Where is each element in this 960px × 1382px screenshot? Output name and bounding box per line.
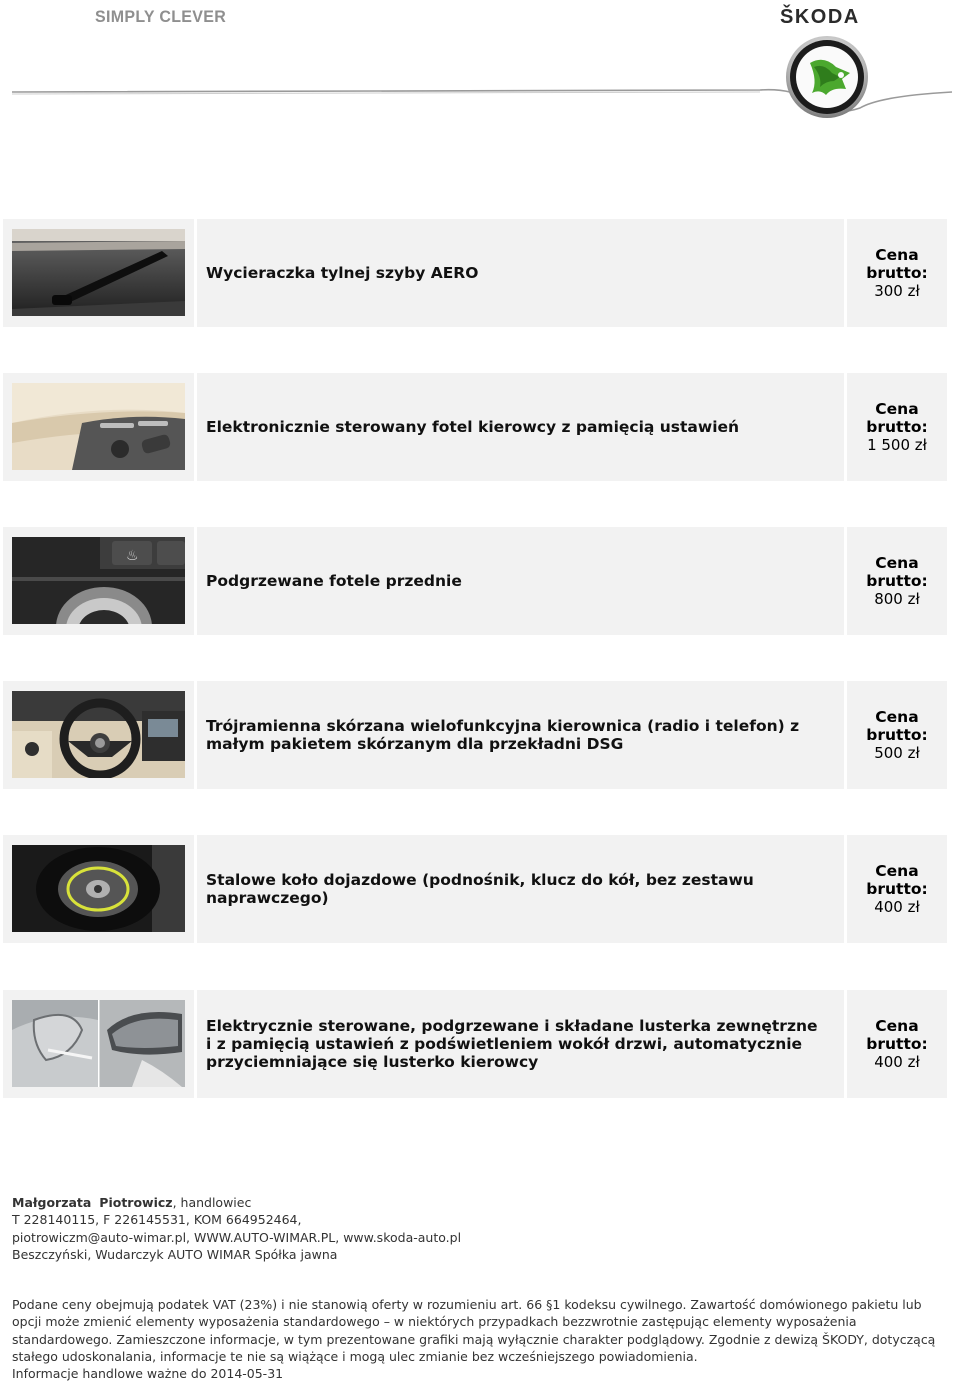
product-description-cell <box>197 990 844 1098</box>
price-value: 1 500 zł <box>867 435 927 454</box>
disclaimer-block <box>12 1296 942 1382</box>
price-label: Cena brutto: <box>866 707 928 744</box>
product-row <box>3 990 947 1098</box>
product-row <box>3 835 947 943</box>
steering-wheel-photo <box>12 691 185 778</box>
contact-last-name: Piotrowicz <box>99 1195 173 1210</box>
product-description-cell <box>197 681 844 789</box>
svg-text:♨: ♨ <box>126 548 139 564</box>
product-description-cell <box>197 527 844 635</box>
price-value: 400 zł <box>874 897 920 916</box>
product-description-cell <box>197 835 844 943</box>
price-value: 500 zł <box>874 743 920 762</box>
heated-seats-knob-photo <box>12 537 185 624</box>
spare-wheel-photo <box>12 845 185 932</box>
product-image-cell <box>3 527 194 635</box>
product-image-cell <box>3 681 194 789</box>
product-description-cell <box>197 373 844 481</box>
price-label: Cena brutto: <box>866 1016 928 1053</box>
price-label: Cena brutto: <box>866 245 928 282</box>
product-name: Wycieraczka tylnej szyby AERO <box>206 264 479 282</box>
price-value: 300 zł <box>874 281 920 300</box>
tagline: SIMPLY CLEVER <box>95 8 227 27</box>
product-row <box>3 681 947 789</box>
product-name: Podgrzewane fotele przednie <box>206 572 462 590</box>
product-row <box>3 219 947 327</box>
contact-web: piotrowiczm@auto-wimar.pl, WWW.AUTO-WIMAR.PL, www.skoda-auto.pl <box>12 1229 462 1245</box>
price-value: 400 zł <box>874 1052 920 1071</box>
rear-wiper-photo <box>12 229 185 316</box>
side-mirrors-photo <box>12 1000 185 1087</box>
brand-wordmark: ŠKODA <box>780 6 860 28</box>
product-name: Elektrycznie sterowane, podgrzewane i składane lusterka zewnętrzne i z pamięcią ustawień z podświetleniem wokół drzwi, automatycznie przyciemniające się lusterko kierowcy <box>206 1017 818 1071</box>
validity-note: Informacje handlowe ważne do 2014-05-31 <box>12 1366 284 1382</box>
price-cell <box>847 527 947 635</box>
price-label: Cena brutto: <box>866 861 928 898</box>
product-image-cell <box>3 219 194 327</box>
product-row <box>3 373 947 481</box>
contact-phones: T 228140115, F 226145531, KOM 664952464, <box>12 1212 302 1228</box>
product-name: Elektronicznie sterowany fotel kierowcy z pamięcią ustawień <box>206 418 740 436</box>
driver-seat-memory-photo <box>12 383 185 470</box>
contact-name-line <box>12 1194 461 1211</box>
price-label: Cena brutto: <box>866 399 928 436</box>
product-image-cell <box>3 990 194 1098</box>
product-image-cell <box>3 835 194 943</box>
contact-first-name: Małgorzata <box>12 1195 92 1210</box>
disclaimer-text: Podane ceny obejmują podatek VAT (23%) i nie stanowią oferty w rozumieniu art. 66 §1 kodeksu cywilnego. Zawartość domówionego pakietu lub opcji może zmienić elementy wyposażenia standardowego – w niektórych przypadkach bezzwrotnie zastępując elementy wyposażenia standardowego. Zamieszczone informacje, w tym prezentowane grafiki mają wyłącznie charakter podglądowy. Zgodnie z dewizą ŠKODY, dotyczącą stałego udoskonalania, informacje te nie są wiążące i mogą ulec zmianie bez wcześniejszego powiadomienia. <box>12 1297 936 1364</box>
contact-block <box>12 1194 461 1263</box>
product-name: Stalowe koło dojazdowe (podnośnik, klucz do kół, bez zestawu naprawczego) <box>206 871 754 907</box>
price-cell <box>847 373 947 481</box>
product-row <box>3 527 947 635</box>
product-name: Trójramienna skórzana wielofunkcyjna kierownica (radio i telefon) z małym pakietem skórzanym dla przekładni DSG <box>206 717 800 753</box>
price-cell <box>847 990 947 1098</box>
price-cell <box>847 681 947 789</box>
product-description-cell <box>197 219 844 327</box>
product-image-cell <box>3 373 194 481</box>
contact-role: , handlowiec <box>172 1195 252 1210</box>
price-value: 800 zł <box>874 589 920 608</box>
contact-company: Beszczyński, Wudarczyk AUTO WIMAR Spółka jawna <box>12 1246 338 1262</box>
skoda-logo-icon <box>784 33 870 125</box>
price-cell <box>847 219 947 327</box>
price-cell <box>847 835 947 943</box>
price-label: Cena brutto: <box>866 553 928 590</box>
